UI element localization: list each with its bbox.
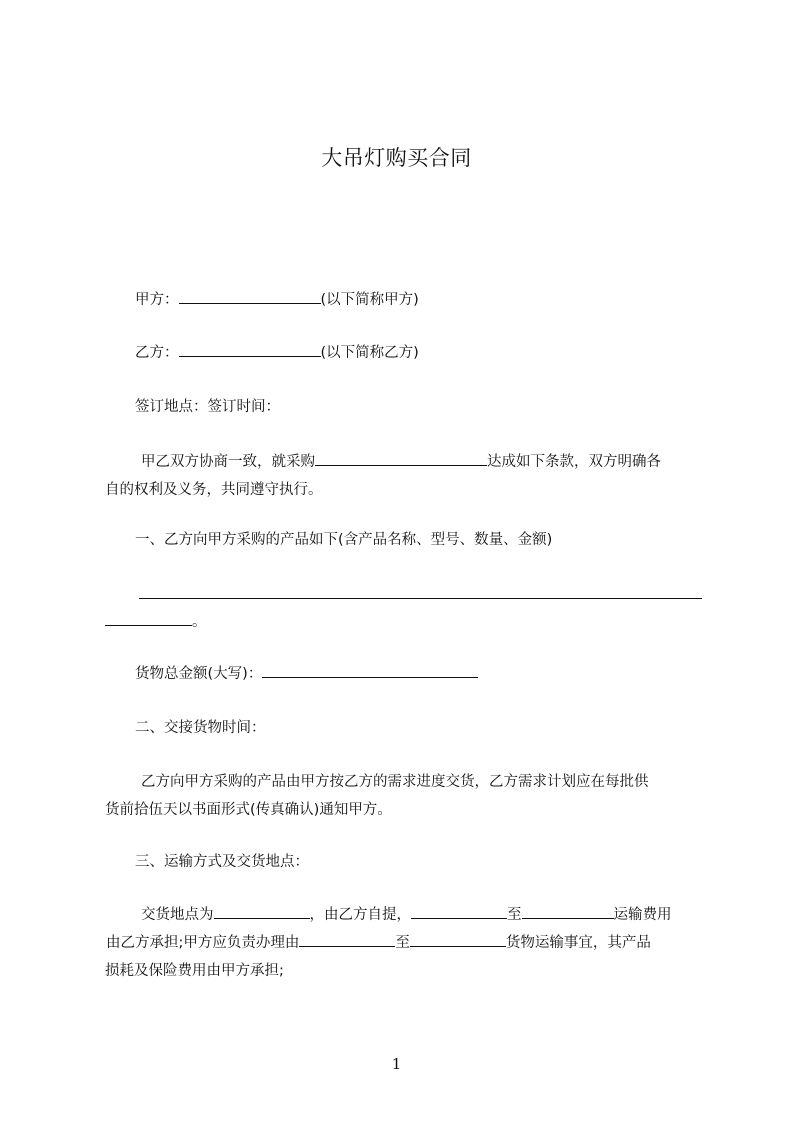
intro-line-2: 自的权利及义务，共同遵守执行。 bbox=[105, 482, 323, 498]
party-b-blank bbox=[179, 341, 321, 357]
section2-line-1: 乙方向甲方采购的产品由甲方按乙方的需求进度交货，乙方需求计划应在每批供 bbox=[141, 774, 649, 790]
to-text-1: 至 bbox=[507, 907, 522, 923]
product-blank-1 bbox=[139, 583, 702, 599]
transport-from-blank bbox=[299, 931, 395, 947]
transport-responsibility-text: 由乙方承担;甲方应负责办理由 bbox=[106, 935, 300, 951]
section3-line-3: 损耗及保险费用由甲方承担; bbox=[105, 963, 284, 979]
party-a-label: 甲方： bbox=[135, 292, 179, 308]
pickup-from-blank bbox=[411, 903, 507, 919]
self-pickup-text: ，由乙方自提， bbox=[309, 907, 411, 923]
product-blank-2 bbox=[105, 610, 192, 626]
delivery-place-blank bbox=[214, 903, 310, 919]
document-title: 大吊灯购买合同 bbox=[321, 146, 472, 170]
party-a-blank bbox=[179, 288, 321, 304]
total-blank bbox=[262, 662, 478, 678]
section3-heading: 三、运输方式及交货地点： bbox=[135, 854, 309, 870]
party-a-line bbox=[105, 284, 733, 317]
party-b-line bbox=[105, 337, 733, 370]
transport-to-blank bbox=[410, 931, 506, 947]
total-label: 货物总金额(大写)： bbox=[135, 666, 263, 682]
to-text-2: 至 bbox=[395, 935, 410, 951]
pickup-to-blank bbox=[522, 903, 614, 919]
section2-heading: 二、交接货物时间： bbox=[135, 720, 266, 736]
sign-info: 签订地点：签订时间： bbox=[135, 399, 280, 415]
freight-text: 运输费用 bbox=[613, 907, 672, 923]
party-b-label: 乙方： bbox=[135, 345, 179, 361]
total-line bbox=[105, 658, 733, 691]
section2-line-2: 货前拾伍天以书面形式(传真确认)通知甲方。 bbox=[105, 802, 392, 818]
transport-matters-text: 货物运输事宜，其产品 bbox=[505, 935, 651, 951]
intro-prefix: 甲乙双方协商一致，就采购 bbox=[141, 454, 315, 470]
intro-suffix: 达成如下条款，双方明确各 bbox=[487, 454, 661, 470]
delivery-place-label: 交货地点为 bbox=[141, 907, 214, 923]
section1-heading: 一、乙方向甲方采购的产品如下(含产品名称、型号、数量、金额) bbox=[135, 532, 553, 548]
section1-end: 。 bbox=[192, 614, 207, 630]
intro-blank bbox=[315, 450, 487, 466]
party-b-suffix: (以下简称乙方) bbox=[320, 345, 419, 361]
section1-blank-line-2 bbox=[105, 606, 703, 639]
party-a-suffix: (以下简称甲方) bbox=[320, 292, 419, 308]
page-number: 1 bbox=[391, 1055, 402, 1073]
